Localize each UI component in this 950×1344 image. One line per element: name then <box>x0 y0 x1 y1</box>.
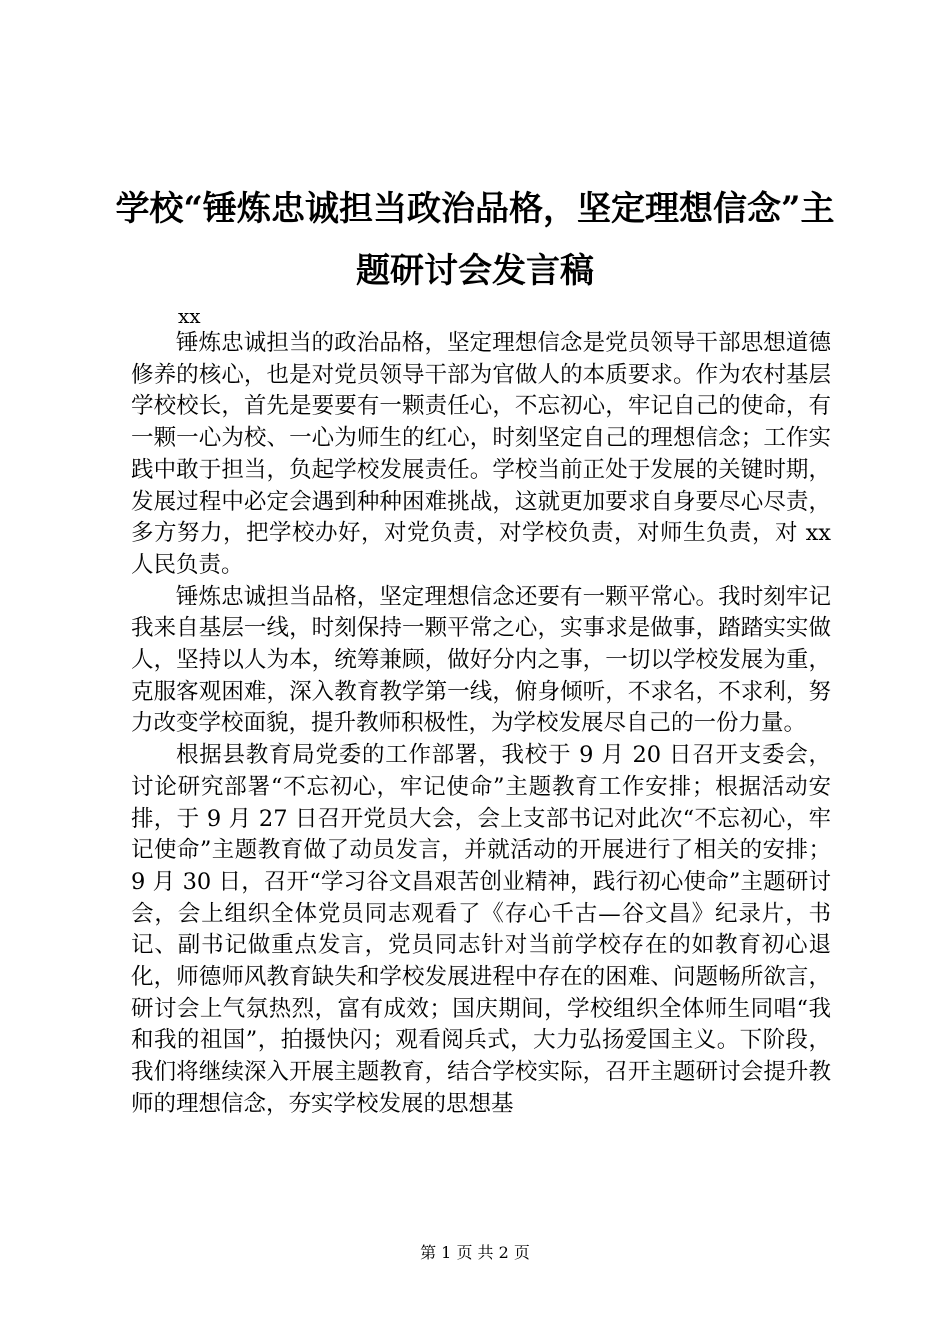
document-author: xx <box>178 304 201 328</box>
document-title: 学校“锤炼忠诚担当政治品格，坚定理想信念”主题研讨会发言稿 <box>115 189 835 291</box>
paragraph-3: 根据县教育局党委的工作部署，我校于 9 月 20 日召开支委会，讨论研究部署“不忘初心，牢记使命”主题教育工作安排；根据活动安排，于 9 月 27 日召开党员大会，会上支部书记对此次“不忘初心，牢记使命”主题教育做了动员发言，并就活动的开展进行了相关的安排；9 月 30 日，召开“学习谷文昌艰苦创业精神，践行初心使命”主题研讨会，会上组织全体党员同志观看了《存心千古—谷文昌》纪录片，书记、副书记做重点发言，党员同志针对当前学校存在的如教育初心退化，师德师风教育缺失和学校发展进程中存在的困难、问题畅所欲言，研讨会上气氛热烈，富有成效；国庆期间，学校组织全体师生同唱“我和我的祖国”，拍摄快闪；观看阅兵式，大力弘扬爱国主义。下阶段，我们将继续深入开展主题教育，结合学校实际，召开主题研讨会提升教师的理想信念，夯实学校发展的思想基 <box>131 742 831 1117</box>
paragraph-1: 锤炼忠诚担当的政治品格，坚定理想信念是党员领导干部思想道德修养的核心，也是对党员领导干部为官做人的本质要求。作为农村基层学校校长，首先是要要有一颗责任心，不忘初心，牢记自己的使命，有一颗一心为校、一心为师生的红心，时刻坚定自己的理想信念；工作实践中敢于担当，负起学校发展责任。学校当前正处于发展的关键时期，发展过程中必定会遇到种种困难挑战，这就更加要求自身要尽心尽责，多方努力，把学校办好，对党负责，对学校负责，对师生负责，对 xx 人民负责。 <box>131 330 831 578</box>
paragraph-2: 锤炼忠诚担当品格，坚定理想信念还要有一颗平常心。我时刻牢记我来自基层一线，时刻保持一颗平常之心，实事求是做事，踏踏实实做人，坚持以人为本，统筹兼顾，做好分内之事，一切以学校发展为重，克服客观困难，深入教育教学第一线，俯身倾听，不求名，不求利，努力改变学校面貌，提升教师积极性，为学校发展尽自己的一份力量。 <box>131 583 831 737</box>
document-body <box>131 328 831 1121</box>
page-footer: 第 1 页 共 2 页 <box>420 1243 530 1262</box>
